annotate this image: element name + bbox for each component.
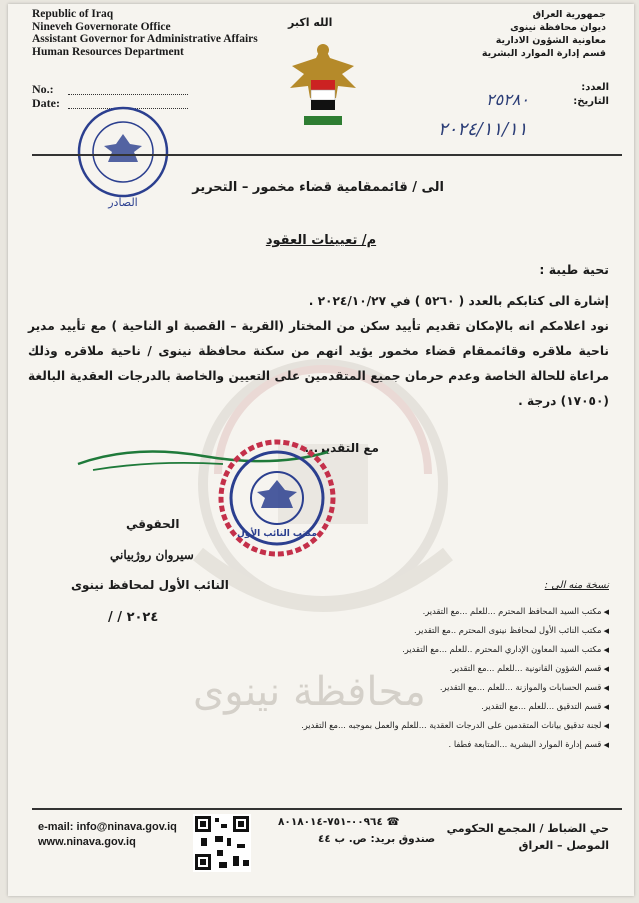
copy-item: ◀ قسم الشؤون القانونية ...للعلم ...مع التقدير.	[89, 659, 609, 678]
number-label: No.:	[32, 82, 54, 96]
body-paragraph-1: إشارة الى كتابكم بالعدد ( ٥٢٦٠ ) في ٢٠٢٤/١٠/٢٧ .	[308, 294, 609, 308]
copies-header: نسخة منه الى :	[544, 580, 609, 591]
header-english: Republic of Iraq Nineveh Governorate Office Assistant Governor for Administrative Affairs Human Resources Department	[32, 8, 258, 58]
greeting: تحية طيبة :	[539, 262, 609, 277]
office-seal-stamp	[213, 436, 341, 561]
po-box: صندوق بريد: ص. ب ٤٤	[318, 833, 436, 845]
sign-date: / / ٢٠٢٤	[108, 610, 159, 625]
watermark-text: محافظة نينوى	[193, 669, 426, 715]
subject: م/ تعيينات العقود	[265, 233, 377, 248]
motto: الله اكبر	[288, 16, 333, 29]
footer-address: حي الضباط / المجمع الحكومي الموصل – العراق	[446, 822, 609, 852]
seal-label: مكتب النائب الأول	[237, 529, 317, 539]
iraq-eagle-emblem	[286, 36, 360, 136]
copy-item: ◀ قسم إدارة الموارد البشرية ...المتابعة فطفا .	[89, 735, 609, 754]
copy-item: ◀ مكتب النائب الأول لمحافظ نينوى المحترم ..مع التقدير.	[89, 621, 609, 640]
header-arabic: جمهورية العراق ديوان محافظة نينوى معاونية الشؤون الادارية قسم إدارة الموارد البشرية	[481, 9, 606, 59]
footer-contacts	[38, 820, 177, 850]
copy-item: ◀ قسم التدقيق ...للعلم ...مع التقدير.	[89, 697, 609, 716]
number-line	[68, 94, 188, 95]
signatory-title: الحقوقي	[126, 517, 180, 531]
email-link[interactable]: e-mail: info@ninava.gov.iq	[38, 821, 177, 833]
number-label-arabic: العدد:	[581, 82, 609, 93]
phone-number: ☎ ٠٠٩٦٤-٧٥١-٨٠١٨٠١٤	[278, 816, 400, 828]
handwritten-date: ٢٠٢٤/١١/١١	[438, 119, 528, 140]
qr-code	[193, 814, 251, 872]
body-paragraph-2: نود اعلامكم انه بالإمكان تقديم تأييد سكن من المختار (القرية – القصبة او الناحية ) مع تأييد مدير ناحية ملاقره وقائممقام قضاء مخمور يؤيد انهم من سكنة محافظة نينوى / ناحية ملاقره وذلك مراعاة للحالة الخاصة وعدم حرمان جميع المتقدمين على التعيين والخاصة بالدرجات العقدية البالغة (١٧٠٥٠) درجة .	[28, 319, 609, 408]
copy-item: ◀ قسم الحسابات والموازنة ...للعلم ...مع التقدير.	[89, 678, 609, 697]
footer-divider	[32, 808, 622, 810]
signatory-position: النائب الأول لمحافظ نينوى	[71, 578, 229, 592]
stamp-label: الصادر	[108, 196, 138, 209]
signatory-name: سيروان روژبياني	[110, 548, 194, 562]
copy-item: ◀ مكتب السيد المعاون الإداري المحترم ..للعلم ...مع التقدير.	[89, 640, 609, 659]
document-page	[8, 4, 634, 896]
letter-body	[28, 289, 609, 414]
closing: مع التقدير...	[304, 441, 379, 455]
copy-item: ◀ مكتب السيد المحافظ المحترم ...للعلم ...مع التقدير.	[89, 602, 609, 621]
copies-list	[89, 602, 609, 754]
handwritten-number: ٢٥٢٨٠	[486, 90, 529, 109]
header-divider	[32, 154, 622, 156]
website-link[interactable]: www.ninava.gov.iq	[38, 836, 136, 848]
date-label-arabic: التاريخ:	[573, 96, 609, 107]
recipient: الى / قائممقامية قضاء مخمور – التحرير	[192, 180, 444, 195]
copy-item: ◀ لجنة تدقيق بيانات المتقدمين على الدرجات العقدية ...للعلم والعمل بموجبه ...مع التقدير.	[89, 716, 609, 735]
date-label: Date:	[32, 96, 60, 110]
